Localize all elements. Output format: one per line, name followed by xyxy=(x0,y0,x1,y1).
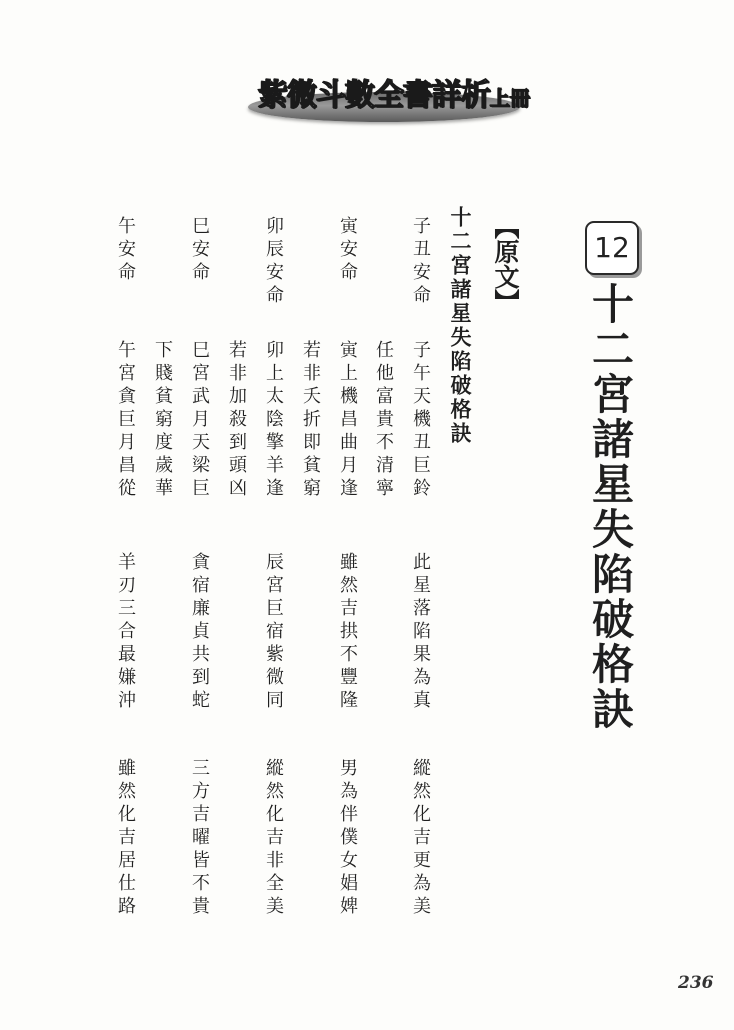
group-label-zichou: 子丑安命 xyxy=(410,216,431,308)
verse-line: 羊刃三合最嫌沖 xyxy=(115,552,136,713)
verse-line: 巳宮武月天梁巨 xyxy=(189,340,210,501)
book-title-banner xyxy=(248,76,530,128)
verse-line: 男為伴僕女娼婢 xyxy=(337,758,358,919)
verse-line: 雖然化吉居仕路 xyxy=(115,758,136,919)
page-number: 236 xyxy=(678,973,714,993)
verse-line: 辰宮巨宿紫微同 xyxy=(263,552,284,713)
group-label-si: 巳安命 xyxy=(189,216,210,285)
book-volume: 上冊 xyxy=(490,86,530,110)
verse-line: 卯上太陰擎羊逢 xyxy=(263,340,284,501)
verse-line: 子午天機丑巨鈴 xyxy=(410,340,431,501)
section-number-box: 12 xyxy=(585,221,639,275)
book-title-text: 紫微斗數全書詳析 xyxy=(258,78,490,113)
verse-line: 寅上機昌曲月逢 xyxy=(337,340,358,501)
verse-line: 縱然化吉更為美 xyxy=(410,758,431,919)
group-label-wu: 午安命 xyxy=(115,216,136,285)
verse-line: 下賤貧窮度歲華 xyxy=(152,340,173,501)
verse-line: 雖然吉拱不豐隆 xyxy=(337,552,358,713)
verse-line: 縱然化吉非全美 xyxy=(263,758,284,919)
group-label-maochen: 卯辰安命 xyxy=(263,216,284,308)
original-text-label: 【原文】 xyxy=(491,214,520,314)
verse-line: 此星落陷果為真 xyxy=(410,552,431,713)
verse-subtitle: 十二宮諸星失陷破格訣 xyxy=(448,206,473,446)
chapter-title: 十二宮諸星失陷破格訣 xyxy=(586,282,635,732)
verse-line: 三方吉曜皆不貴 xyxy=(189,758,210,919)
verse-line: 任他富貴不清寧 xyxy=(373,340,394,501)
book-title xyxy=(258,76,530,118)
verse-line: 若非加殺到頭凶 xyxy=(226,340,247,501)
group-label-yin: 寅安命 xyxy=(337,216,358,285)
verse-line: 午宮貪巨月昌從 xyxy=(115,340,136,501)
verse-line: 貪宿廉貞共到蛇 xyxy=(189,552,210,713)
verse-line: 若非夭折即貧窮 xyxy=(300,340,321,501)
